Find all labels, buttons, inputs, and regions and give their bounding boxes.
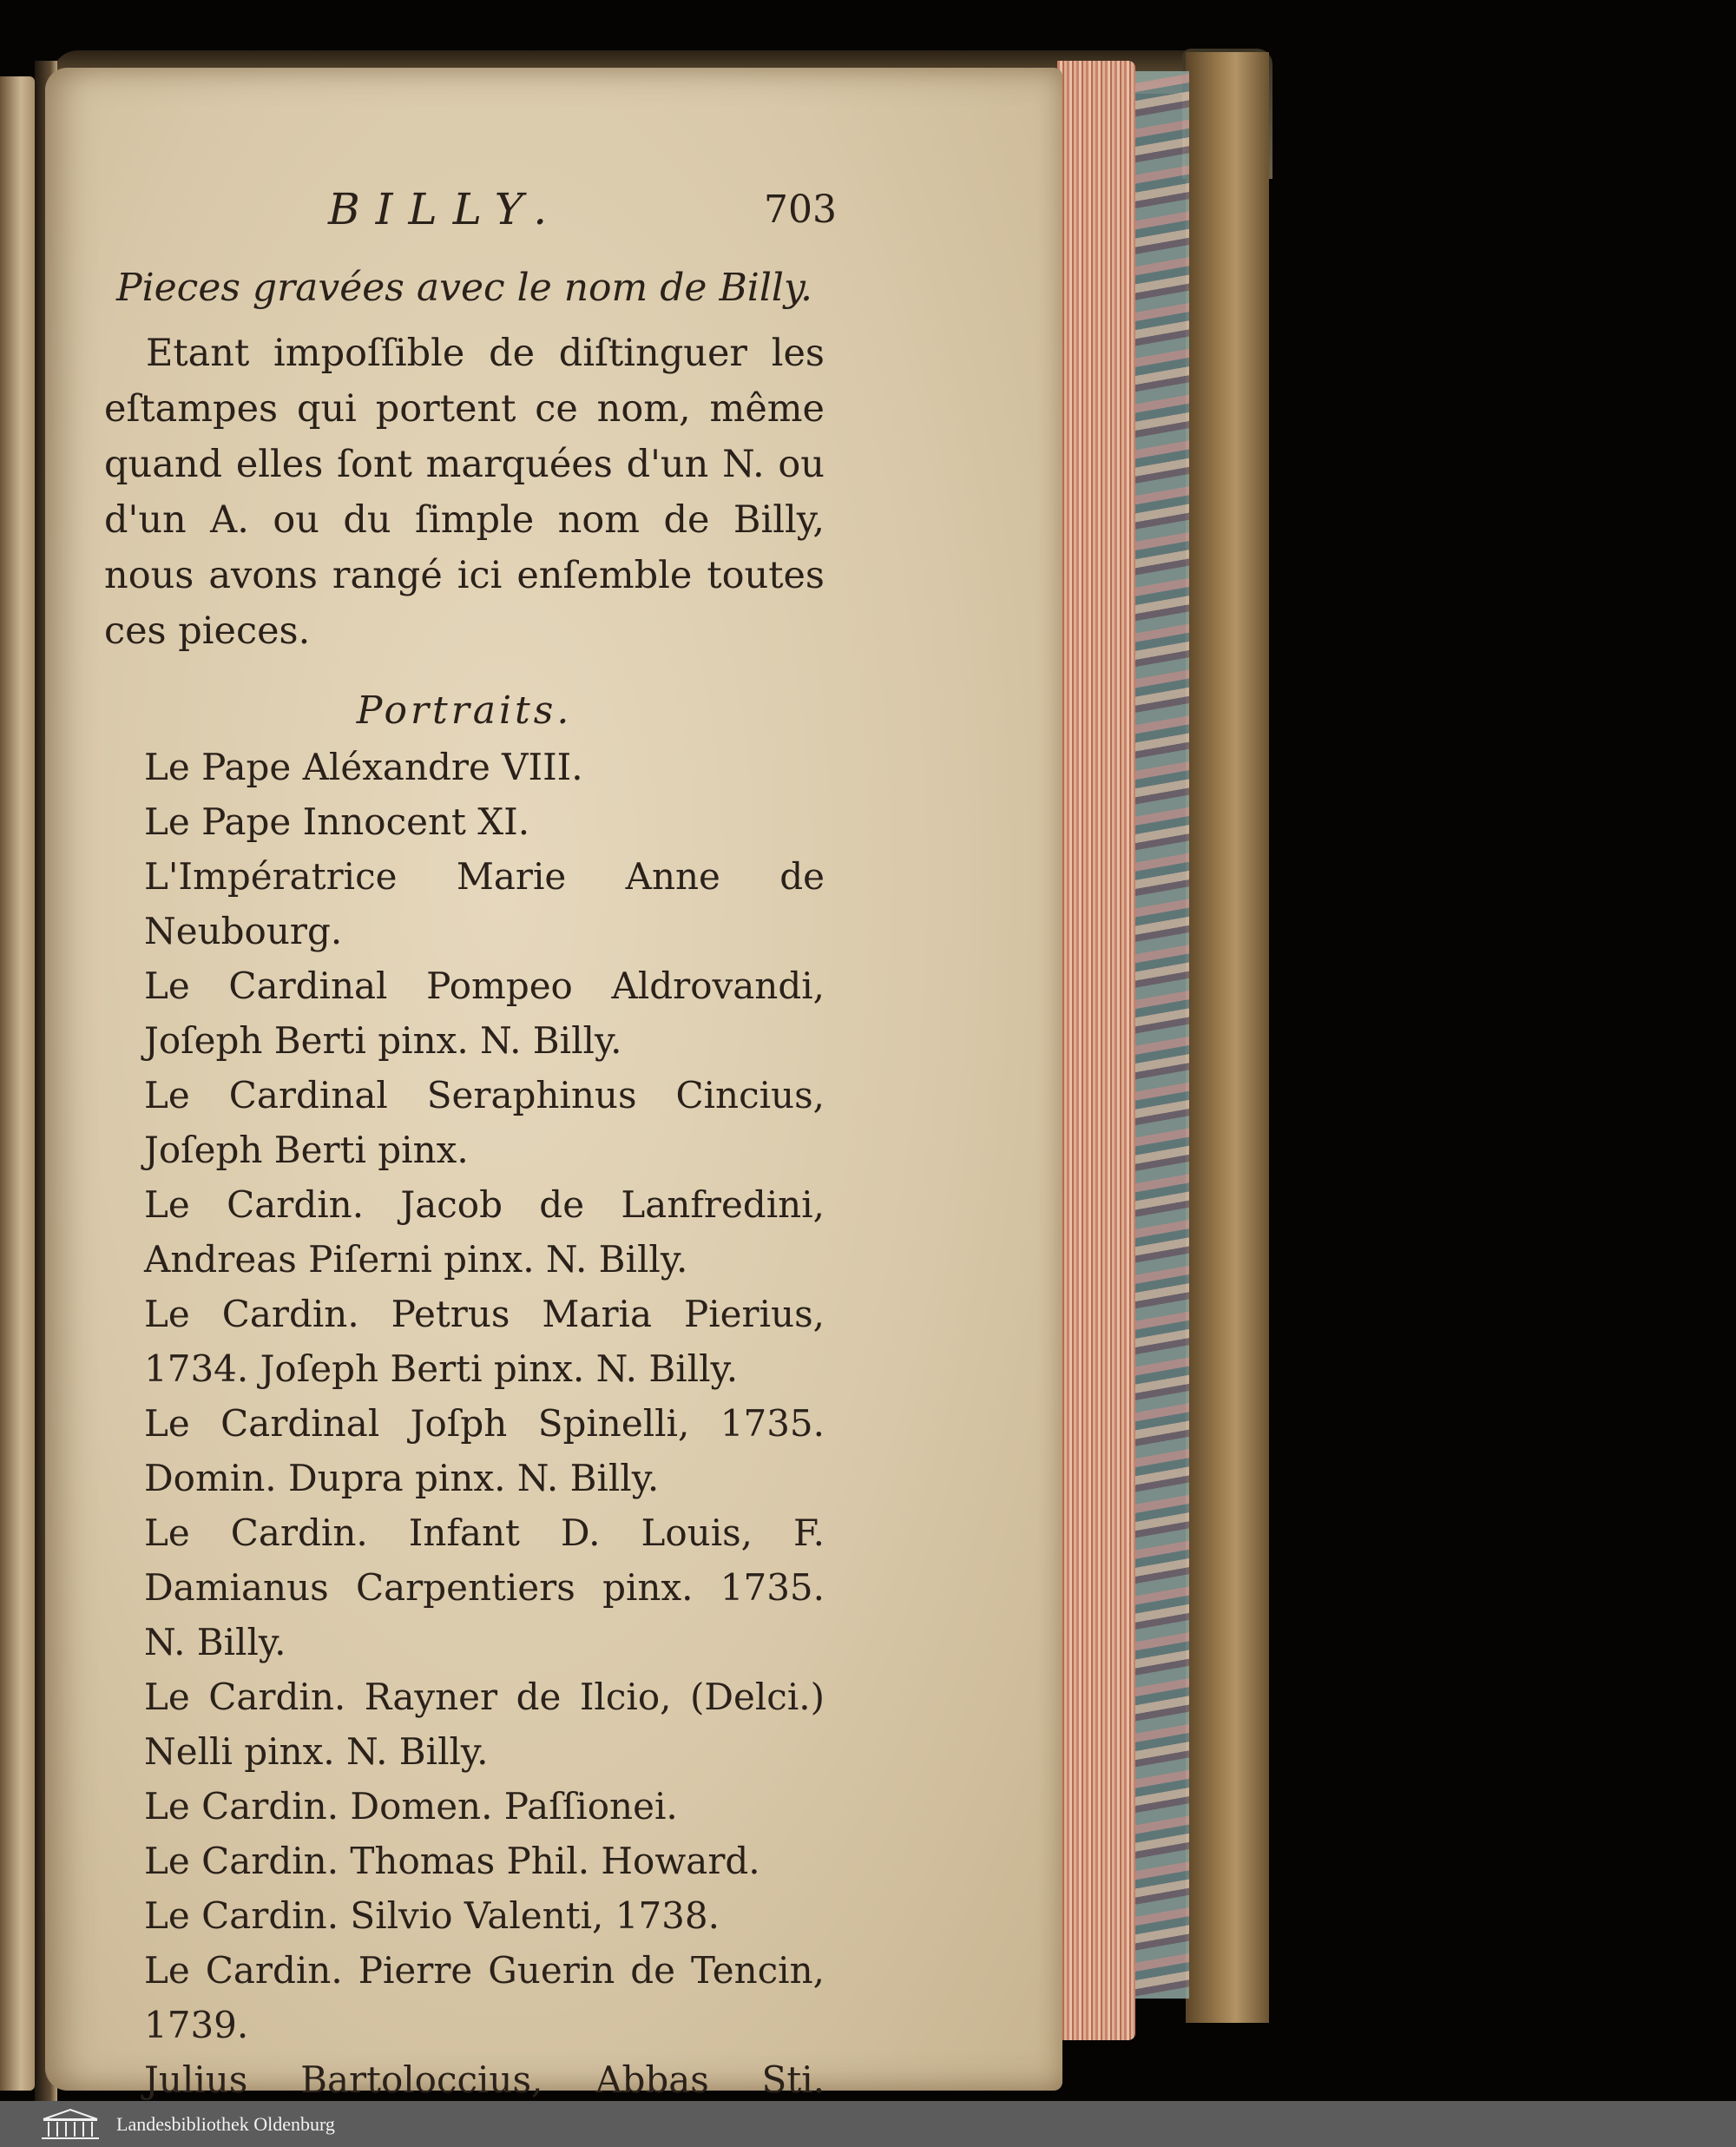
list-item: Le Cardinal Joſph Spinelli, 1735. Domin. Dupra pinx. N. Billy. [144,1402,825,1499]
list-item: Le Cardin. Rayner de Ilcio, (Delci.) Nelli pinx. N. Billy. [144,1676,825,1773]
page-number: 703 [764,188,837,232]
library-building-icon [38,2107,102,2142]
portrait-list [104,740,825,2101]
left-page-edge [0,76,35,2091]
cover-board [1186,52,1269,2023]
list-item: L'Impératrice Marie Anne de Neubourg. [144,855,825,952]
page-edges [1057,61,1135,2040]
page-text [104,174,837,2101]
page-header [104,174,837,260]
list-item: Julius Bartoloccius, Abbas Sti. [144,2058,825,2101]
list-item: Le Cardinal Pompeo Aldrovandi, Joſeph Berti pinx. N. Billy. [144,965,825,1062]
list-item: Le Cardin. Infant D. Louis, F. Damianus Carpentiers pinx. 1735. N. Billy. [144,1511,825,1663]
list-item: Le Cardinal Seraphinus Cincius, Joſeph Berti pinx. [144,1074,825,1171]
list-item: Le Cardin. Silvio Valenti, 1738. [144,1894,720,1937]
list-item: Le Cardin. Thomas Phil. Howard. [144,1840,760,1882]
intro-paragraph: Etant impoſſible de diſtinguer les eſtampes qui portent ce nom, même quand elles ſont marquées d'un N. ou d'un A. ou du ſimple nom de Billy, nous avons rangé ici enſemble toutes ces pieces. [104,332,825,653]
portraits-heading: Portraits. [356,688,573,733]
list-item: Le Cardin. Jacob de Lanfredini, Andreas Piſerni pinx. N. Billy. [144,1183,825,1281]
library-footer [0,2101,1736,2147]
list-item: Le Cardin. Pierre Guerin de Tencin, 1739. [144,1949,825,2046]
list-item: Le Pape Innocent XI. [144,800,530,843]
list-item: Le Cardin. Domen. Paſſionei. [144,1785,678,1828]
list-item: Le Cardin. Petrus Maria Pierius, 1734. Joſeph Berti pinx. N. Billy. [144,1293,825,1390]
library-name: Landesbibliothek Oldenburg [116,2112,335,2135]
list-item: Le Pape Aléxandre VIII. [144,746,583,788]
section-heading: Pieces gravées avec le nom de Billy. [115,266,813,310]
marbled-endpaper [1134,71,1189,1999]
running-title: BILLY. [328,184,563,234]
